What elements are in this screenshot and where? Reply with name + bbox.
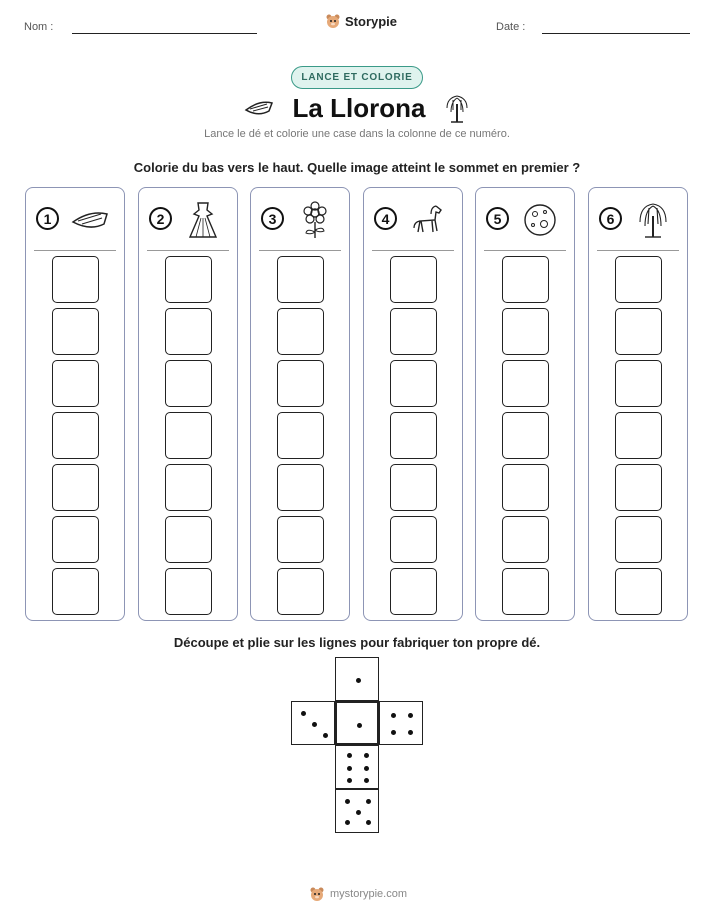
dress-icon	[183, 200, 223, 240]
die-pip	[323, 733, 328, 738]
color-cell[interactable]	[615, 360, 662, 407]
die-pip	[391, 730, 396, 735]
dice-column-5	[475, 187, 575, 621]
die-pip	[408, 730, 413, 735]
die-pip	[347, 753, 352, 758]
die-face-1	[335, 657, 379, 701]
die-pip	[345, 820, 350, 825]
page-title: La Llorona	[292, 92, 426, 123]
color-cell[interactable]	[52, 412, 99, 459]
color-cell[interactable]	[502, 568, 549, 615]
die-pip	[357, 723, 362, 728]
column-number: 6	[599, 207, 622, 230]
column-number: 3	[261, 207, 284, 230]
color-cell[interactable]	[390, 464, 437, 511]
die-pip	[312, 722, 317, 727]
color-cell[interactable]	[277, 256, 324, 303]
boat-icon	[243, 97, 275, 119]
color-cell[interactable]	[615, 256, 662, 303]
die-face-4	[379, 701, 423, 745]
color-cell[interactable]	[502, 516, 549, 563]
color-cell[interactable]	[502, 360, 549, 407]
color-cell[interactable]	[52, 256, 99, 303]
color-cell[interactable]	[277, 308, 324, 355]
die-pip	[347, 778, 352, 783]
die-pip	[391, 713, 396, 718]
die-pip	[366, 799, 371, 804]
column-header	[139, 188, 237, 250]
date-line[interactable]	[542, 33, 690, 34]
die-pip	[347, 766, 352, 771]
color-cell[interactable]	[52, 464, 99, 511]
column-divider	[372, 250, 454, 251]
color-cell[interactable]	[165, 360, 212, 407]
color-cell[interactable]	[52, 308, 99, 355]
color-cell[interactable]	[502, 308, 549, 355]
die-pip	[408, 713, 413, 718]
color-cell[interactable]	[502, 256, 549, 303]
column-divider	[147, 250, 229, 251]
die-face-1	[335, 701, 379, 745]
brand-name: Storypie	[345, 13, 398, 29]
moon-icon	[520, 200, 560, 240]
die-pip	[366, 820, 371, 825]
column-header	[251, 188, 349, 250]
color-cell[interactable]	[277, 516, 324, 563]
footer	[309, 886, 407, 902]
brand-logo	[325, 13, 397, 29]
column-header	[364, 188, 462, 250]
column-divider	[259, 250, 341, 251]
color-cell[interactable]	[165, 568, 212, 615]
die-pip	[364, 753, 369, 758]
coloring-instruction: Colorie du bas vers le haut. Quelle image atteint le sommet en premier ?	[133, 160, 581, 175]
die-face-6	[335, 745, 379, 789]
name-label: Nom :	[24, 21, 54, 33]
color-cell[interactable]	[277, 412, 324, 459]
color-cell[interactable]	[615, 516, 662, 563]
die-pip	[364, 778, 369, 783]
column-number: 4	[374, 207, 397, 230]
color-cell[interactable]	[52, 516, 99, 563]
column-header	[476, 188, 574, 250]
color-cell[interactable]	[165, 412, 212, 459]
die-pip	[301, 711, 306, 716]
color-cell[interactable]	[165, 464, 212, 511]
column-divider	[597, 250, 679, 251]
color-cell[interactable]	[277, 568, 324, 615]
color-cell[interactable]	[277, 360, 324, 407]
bear-logo-icon	[309, 886, 325, 902]
color-cell[interactable]	[390, 412, 437, 459]
color-cell[interactable]	[502, 464, 549, 511]
die-pip	[364, 766, 369, 771]
color-cell[interactable]	[390, 360, 437, 407]
color-cell[interactable]	[390, 568, 437, 615]
die-pip	[356, 678, 361, 683]
willow-tree-icon	[443, 92, 471, 124]
column-header	[26, 188, 124, 250]
boat-icon	[70, 200, 110, 240]
date-label: Date :	[496, 21, 526, 33]
column-number: 5	[486, 207, 509, 230]
color-cell[interactable]	[615, 464, 662, 511]
column-number: 2	[149, 207, 172, 230]
bear-logo-icon	[325, 13, 341, 29]
column-header	[589, 188, 687, 250]
dice-column-2	[138, 187, 238, 621]
color-cell[interactable]	[52, 360, 99, 407]
dice-instruction: Découpe et plie sur les lignes pour fabriquer ton propre dé.	[173, 635, 541, 650]
die-pip	[356, 810, 361, 815]
activity-badge: LANCE ET COLORIE	[291, 66, 422, 89]
color-cell[interactable]	[390, 308, 437, 355]
color-cell[interactable]	[615, 308, 662, 355]
die-pip	[345, 799, 350, 804]
die-face-3	[291, 701, 335, 745]
horse-icon	[408, 200, 448, 240]
dice-column-4	[363, 187, 463, 621]
column-divider	[34, 250, 116, 251]
color-cell[interactable]	[165, 256, 212, 303]
color-cell[interactable]	[165, 516, 212, 563]
die-face-5	[335, 789, 379, 833]
column-divider	[484, 250, 566, 251]
flower-icon	[295, 200, 335, 240]
footer-website: mystorypie.com	[330, 888, 408, 900]
name-line[interactable]	[72, 33, 257, 34]
color-cell[interactable]	[390, 256, 437, 303]
column-number: 1	[36, 207, 59, 230]
willow-tree-icon	[633, 200, 673, 240]
dice-column-1	[25, 187, 125, 621]
color-cell[interactable]	[615, 568, 662, 615]
dice-column-3	[250, 187, 350, 621]
color-cell[interactable]	[502, 412, 549, 459]
dice-column-6	[588, 187, 688, 621]
color-cell[interactable]	[390, 516, 437, 563]
color-cell[interactable]	[52, 568, 99, 615]
color-cell[interactable]	[277, 464, 324, 511]
color-cell[interactable]	[615, 412, 662, 459]
color-cell[interactable]	[165, 308, 212, 355]
subtitle: Lance le dé et colorie une case dans la colonne de ce numéro.	[204, 128, 510, 140]
